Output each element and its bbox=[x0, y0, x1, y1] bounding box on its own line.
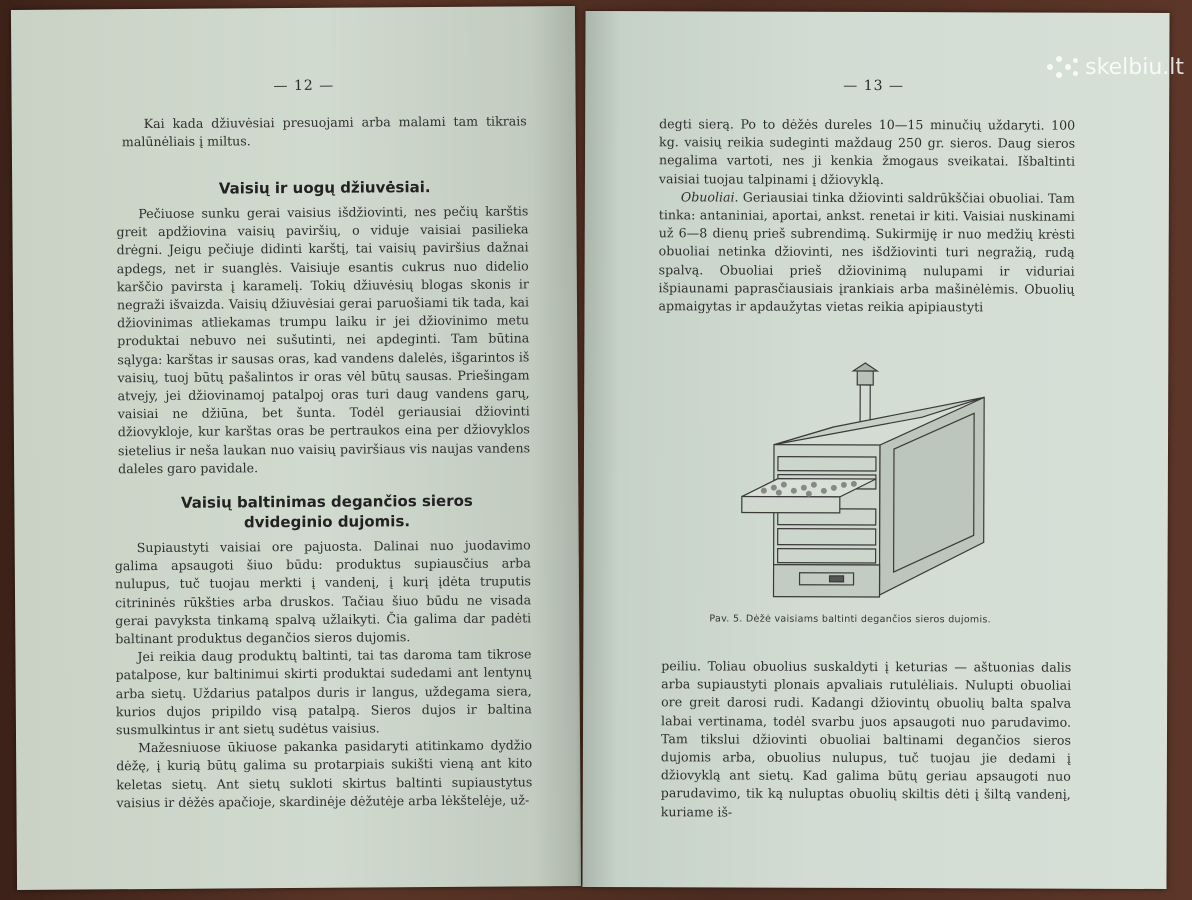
section2-p3: Mažesniuose ūkiuose pakanka pasidaryti atitinkamo dydžio dėžę, į kurią būtų galima su protarpiais sukišti vieną ant kito keletas sietų. Ant sietų sukloti skirtus baltinti supiaustytus vaisius ir dėžės apačioje, skardinėje dėžutėje arba lėkštelėje, už- bbox=[116, 737, 533, 811]
right-para1-text: degti sierą. Po to dėžės dureles 10—15 minučių uždaryti. 100 kg. vaisių reikia sudeginti maždaug 250 gr. sieros. Daug sieros negalima vartoti, nes ji kenkia žmogaus sveikatai. Išbaltinti vaisiai tuojau talpinami į džiovyklą. bbox=[658, 116, 1076, 187]
intro-text: Kai kada džiuvėsiai presuojami arba malami tam tikrais malūnėliais į miltus. bbox=[121, 113, 527, 150]
right-paragraph-1 bbox=[658, 115, 1075, 317]
apples-text: Geriausiai tinka džiovinti saldrūkščiai obuoliai. Tam tinka: antaniniai, aportai, ankst. renetai ir kiti. Vaisiai nuskinami už 6—8 dienų prieš subrendimą. Sukirmiję ir nuo medžių krėsti obuoliai netinka džiovinti, nes išdžiovinti turi negražią, rudą spalvą. Obuoliai prieš džiovinimą nulupami ir viduriai išpiaunami paprasčiausiais įrankiais arba mašinėlėmis. Obuolių apmaigytas ir apdaužytas vietas reikia apipiaustyti bbox=[658, 189, 1075, 315]
chimney-cap bbox=[857, 371, 873, 385]
pulled-drawer bbox=[742, 497, 840, 513]
apples-lead: Obuoliai. bbox=[680, 189, 739, 205]
apples-paragraph bbox=[658, 188, 1074, 317]
section1-paragraph bbox=[116, 202, 530, 478]
right-paragraph-3 bbox=[661, 657, 1072, 822]
intro-paragraph bbox=[122, 112, 527, 151]
heading-fruit-dried: Vaisių ir uogų džiuvėsiai. bbox=[218, 178, 431, 198]
right-para3-text: peiliu. Toliau obuolius suskaldyti į keturias — aštuonias dalis arba supiaustyti plonais apvaliais rutulėliais. Nulupti obuoliai ore greit darosi rudi. Kadangi džiovintų obuolių balta spalva labai vertinama, todėl svarbu juos apsaugoti nuo parudavimo. Tam tikslui džiovinti obuoliai baltinami degančios sieros dujomis arba, obuolius nulupus, tuč tuojau jie dedami į džiovyklą ant sietų. Kad galima būtų geriau apsaugoti nuo parudavimo, tik ką nuluptas obuolių skiltis dėti į šiltą vandenį, kuriame iš- bbox=[660, 658, 1072, 820]
box-side bbox=[879, 397, 984, 595]
page-number-right: — 13 — bbox=[843, 77, 905, 95]
section1-text: Pečiuose sunku gerai vaisius išdžiovinti, nes pečių karštis greit apdžiovina vaisių paviršių, o viduje vaisiai pasilieka drėgni. Jeigu pečiuje didinti karštį, tai vaisių paviršius dažnai apdegs, net ir suanglės. Vaisiuje esantis cukrus nuo didelio karščio pavirsta į karamelį. Tokių džiuvėsių blogas skonis ir negraži išvaizda. Vaisių džiuvėsiai gerai paruošiami tik tada, kai džiovinimas atliekamas trumpu laiku ir jei džiovinimo metu produktai nebuvo nei sušutinti, nei apdeginti. Tam būtina sąlyga: karštas ir sausas oras, kad vandens dalelės, išgarintos iš vaisių, tuoj būtų pašalintos ir oras vėl būtų sausas. Priešingam atvejy, jei džiovinamoj patalpoj oras turi daug vandens garų, vaisiai ne džiūna, bet šunta. Todėl geriausiai džiovinti džiovykloje, kur karštas oras be pertraukos eina per džiovyklos sietelius ir neša laukan nuo vaisių paviršiaus vis naujas vandens daleles garo pavidale. bbox=[116, 203, 531, 477]
heading-whitening bbox=[124, 490, 529, 533]
heading-whitening-line1: Vaisių baltinimas degančios sieros bbox=[180, 491, 473, 512]
right-page bbox=[582, 11, 1169, 889]
section2-p1: Supiaustyti vaisiai ore pajuosta. Dalinai nuo juodavimo galima apsaugoti šiuo būdu: produktus supiausčius arba nulupus, tuč tuojau merkti į vandenį, į kurį įdėta truputis citrininės rūkšties arba druskos. Tačiau šiuo būdu ne visada gerai pavyksta tinkamą spalvą užlaikyti. Čia galima dar padėti baltinant produktus degančios sieros dujomis. bbox=[114, 537, 532, 647]
dots-logo-icon bbox=[1047, 54, 1079, 80]
drying-box-illustration bbox=[733, 357, 994, 608]
page-number-left: — 12 — bbox=[273, 77, 335, 95]
heading-whitening-line2: dvideginio dujomis. bbox=[243, 512, 411, 532]
figure-caption: Pav. 5. Dėžė vaisiams baltinti degančios sieros dujomis. bbox=[709, 613, 992, 626]
watermark-text: skelbiu.lt bbox=[1085, 54, 1184, 80]
section2-p2: Jei reikia daug produktų baltinti, tai tas daroma tam tikrose patalpose, kur baltinimui skirti produktai sudedami ant lentynų arba sietų. Uždarius patalpos duris ir langus, uždegama siera, kurios dujos pripildo visą patalpą. Sieros dujos ir baltina susmulkintus ir ant sietų sudėtus vaisius. bbox=[115, 646, 532, 738]
watermark bbox=[1047, 54, 1184, 80]
left-page bbox=[11, 6, 581, 890]
section2-paragraphs bbox=[115, 536, 533, 812]
